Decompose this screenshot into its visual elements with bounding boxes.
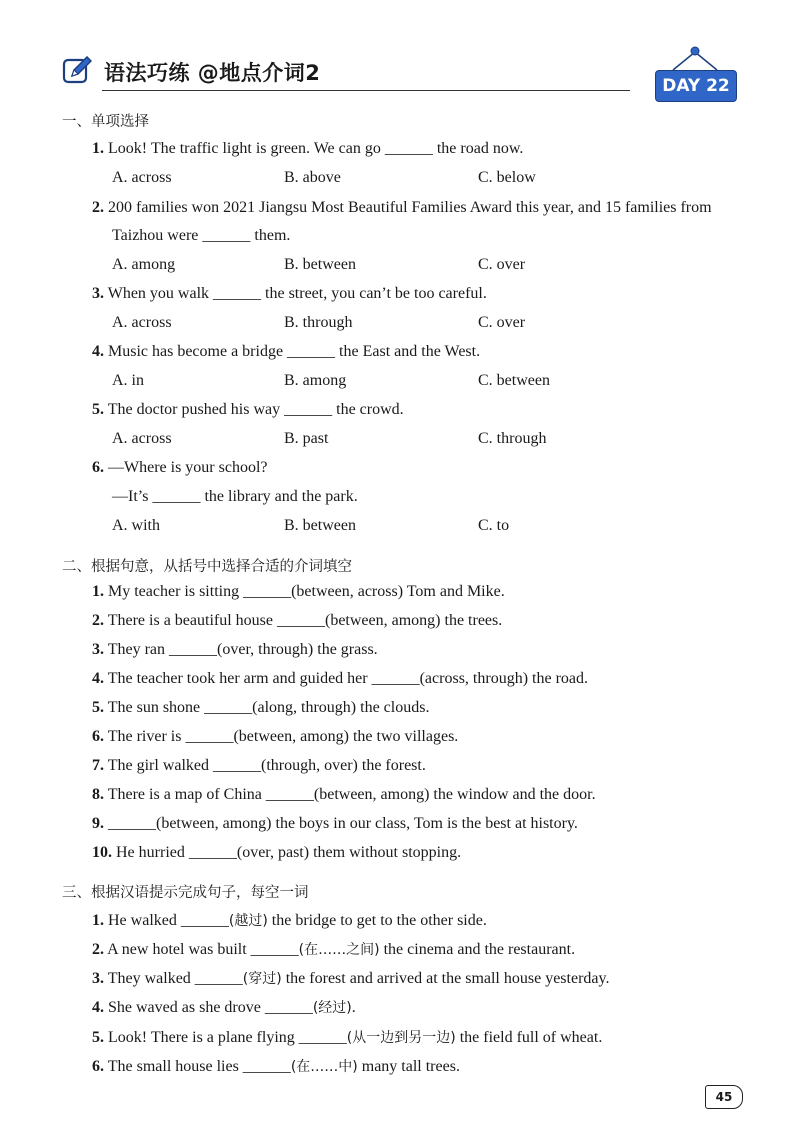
s1-q4-option-c: C. between	[478, 372, 550, 389]
s1-q5-option-a: A. across	[112, 430, 172, 447]
s3-question-2: 2. A new hotel was built ______(在……之间) the cinema and the restaurant.	[92, 941, 576, 958]
s2-question-10: 10. He hurried ______(over, past) them without stopping.	[92, 844, 462, 861]
s1-q4-option-a: A. in	[112, 372, 144, 389]
s3-question-5: 5. Look! There is a plane flying ______(从一边到另一边) the field full of wheat.	[92, 1029, 603, 1046]
s1-question-4: 4. Music has become a bridge ______ the East and the West.	[92, 343, 481, 360]
s2-question-5: 5. The sun shone ______(along, through) the clouds.	[92, 699, 430, 716]
s3-question-3: 3. They walked ______(穿过) the forest and arrived at the small house yesterday.	[92, 970, 610, 987]
s2-question-2: 2. There is a beautiful house ______(between, among) the trees.	[92, 612, 503, 629]
s1-question-6-cont: —It’s ______ the library and the park.	[112, 488, 358, 505]
s1-q1-option-a: A. across	[112, 169, 172, 186]
page-header	[60, 52, 740, 102]
s1-question-2-cont: Taizhou were ______ them.	[112, 227, 291, 244]
day-badge: DAY 22	[655, 70, 737, 102]
s1-question-1: 1. Look! The traffic light is green. We can go ______ the road now.	[92, 140, 524, 157]
title-underline	[102, 90, 630, 91]
badge-hanger	[655, 46, 735, 72]
s1-q3-option-a: A. across	[112, 314, 172, 331]
page-title: 语法巧练 @地点介词2	[104, 61, 321, 85]
s1-q3-option-b: B. through	[284, 314, 353, 331]
s2-question-3: 3. They ran ______(over, through) the grass.	[92, 641, 378, 658]
s2-question-6: 6. The river is ______(between, among) the two villages.	[92, 728, 459, 745]
section-1-title: 一、单项选择	[62, 114, 149, 130]
section-3-title: 三、根据汉语提示完成句子，每空一词	[62, 885, 309, 901]
s3-question-4: 4. She waved as she drove ______(经过).	[92, 999, 356, 1016]
s1-q1-option-b: B. above	[284, 169, 341, 186]
s1-question-3: 3. When you walk ______ the street, you can’t be too careful.	[92, 285, 487, 302]
pencil-icon	[62, 56, 92, 86]
s1-question-6: 6. —Where is your school?	[92, 459, 268, 476]
s1-q6-option-c: C. to	[478, 517, 510, 534]
s1-q5-option-b: B. past	[284, 430, 329, 447]
s2-question-8: 8. There is a map of China ______(between, among) the window and the door.	[92, 786, 596, 803]
page-number: 45	[705, 1085, 743, 1109]
s3-question-6: 6. The small house lies ______(在……中) many tall trees.	[92, 1058, 460, 1075]
s1-q2-option-a: A. among	[112, 256, 176, 273]
s2-question-1: 1. My teacher is sitting ______(between, across) Tom and Mike.	[92, 583, 505, 600]
s2-question-9: 9. ______(between, among) the boys in our class, Tom is the best at history.	[92, 815, 578, 832]
s1-q2-option-c: C. over	[478, 256, 526, 273]
s1-q2-option-b: B. between	[284, 256, 356, 273]
s1-question-5: 5. The doctor pushed his way ______ the crowd.	[92, 401, 404, 418]
s1-q6-option-b: B. between	[284, 517, 356, 534]
s2-question-7: 7. The girl walked ______(through, over) the forest.	[92, 757, 426, 774]
s3-question-1: 1. He walked ______(越过) the bridge to get to the other side.	[92, 912, 487, 929]
s1-q3-option-c: C. over	[478, 314, 526, 331]
s1-question-2: 2. 200 families won 2021 Jiangsu Most Beautiful Families Award this year, and 15 families from	[92, 199, 712, 216]
s1-q1-option-c: C. below	[478, 169, 536, 186]
s1-q6-option-a: A. with	[112, 517, 160, 534]
s2-question-4: 4. The teacher took her arm and guided her ______(across, through) the road.	[92, 670, 588, 687]
s1-q5-option-c: C. through	[478, 430, 547, 447]
s1-q4-option-b: B. among	[284, 372, 347, 389]
section-2-title: 二、根据句意，从括号中选择合适的介词填空	[62, 559, 352, 575]
